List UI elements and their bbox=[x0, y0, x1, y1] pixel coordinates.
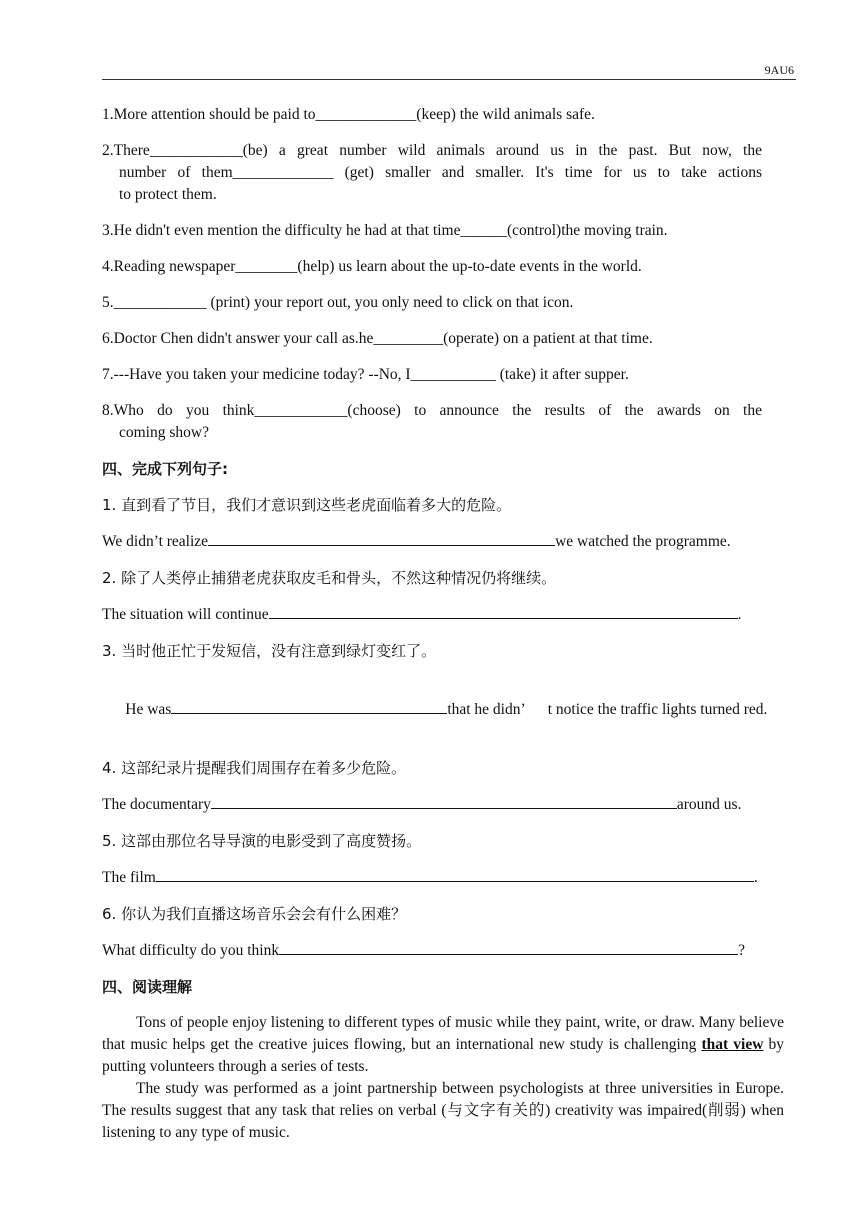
item-line-1 bbox=[102, 140, 762, 162]
reading-paragraph-1 bbox=[102, 1012, 784, 1078]
exercise-item-6 bbox=[102, 328, 762, 350]
translation-answer-line-4 bbox=[102, 793, 762, 816]
translation-prompt-3: 3. 当时他正忙于发短信，没有注意到绿灯变红了。 bbox=[102, 642, 437, 660]
translation-prompt-5: 5. 这部由那位名导导演的电影受到了高度赞扬。 bbox=[102, 832, 422, 850]
answer-blank[interactable]: _____________ bbox=[315, 106, 417, 123]
sentence-end: that he didn’ t notice the traffic lights turned red. bbox=[447, 701, 768, 718]
item-line-3: to protect them. bbox=[119, 186, 217, 203]
section-title-complete-sentences: 四、完成下列句子: bbox=[102, 460, 228, 478]
paragraph-text: by putting volunteers through a series of tests. bbox=[102, 1036, 785, 1075]
translation-answer-line-1 bbox=[102, 530, 762, 553]
translation-prompt-6: 6. 你认为我们直播这场音乐会会有什么困难？ bbox=[102, 905, 407, 923]
translation-answer-line-3 bbox=[102, 676, 768, 743]
answer-blank[interactable] bbox=[279, 939, 738, 955]
header-code: 9AU6 bbox=[764, 63, 794, 77]
reading-passage bbox=[102, 1012, 784, 1144]
item-line-2: coming show? bbox=[119, 424, 209, 441]
item-text: He didn't even mention the difficulty he had at that time______(control)the moving train. bbox=[113, 222, 668, 239]
sentence-end: around us. bbox=[676, 796, 742, 813]
sentence-start: He was bbox=[125, 701, 172, 718]
highlighted-phrase: that view bbox=[701, 1036, 764, 1053]
translation-answer-line-6 bbox=[102, 939, 762, 962]
item-text: (keep) the wild animals safe. bbox=[416, 106, 595, 123]
sentence-end: ? bbox=[738, 942, 745, 959]
worksheet-content bbox=[102, 104, 785, 1144]
sentence-start: What difficulty do you think bbox=[102, 942, 280, 959]
item-text: Doctor Chen didn't answer your call as.he_________(operate) on a patient at that time. bbox=[113, 330, 653, 347]
item-text: More attention should be paid to bbox=[113, 106, 316, 123]
item-number: 1. bbox=[102, 106, 114, 123]
sentence-start: We didn’t realize bbox=[102, 533, 209, 550]
sentence-end: . bbox=[737, 606, 742, 623]
item-line-1 bbox=[102, 400, 762, 422]
item-text: Reading newspaper________(help) us learn about the up-to-date events in the world. bbox=[113, 258, 642, 275]
sentence-end: . bbox=[753, 869, 758, 886]
item-number: 2. bbox=[102, 142, 114, 159]
item-text: There____________(be) a great number wild animals around us in the past. But now, the bbox=[113, 142, 762, 159]
answer-blank[interactable] bbox=[208, 530, 555, 546]
exercise-item-5 bbox=[102, 292, 762, 314]
exercise-item-7 bbox=[102, 364, 762, 386]
header-rule bbox=[102, 79, 796, 80]
translation-prompt-1: 1. 直到看了节目，我们才意识到这些老虎面临着多大的危险。 bbox=[102, 496, 512, 514]
item-number: 8. bbox=[102, 402, 114, 419]
item-number: 7. bbox=[102, 366, 114, 383]
exercise-item-4 bbox=[102, 256, 762, 278]
item-number: 6. bbox=[102, 330, 114, 347]
sentence-start: The situation will continue bbox=[102, 606, 269, 623]
answer-blank[interactable] bbox=[211, 793, 677, 809]
sentence-start: The film bbox=[102, 869, 156, 886]
reading-paragraph-2: The study was performed as a joint partnership between psychologists at three universities in Europe. The results suggest that any task that relies on verbal (与文字有关的) creativity was impaired(削弱) when listening to any type of music. bbox=[102, 1080, 784, 1141]
item-text: Who do you think____________(choose) to announce the results of the awards on the bbox=[113, 402, 762, 419]
sentence-end: we watched the programme. bbox=[555, 533, 731, 550]
item-number: 4. bbox=[102, 258, 114, 275]
exercise-item-8 bbox=[102, 400, 762, 444]
translation-prompt-2: 2. 除了人类停止捕猎老虎获取皮毛和骨头，不然这种情况仍将继续。 bbox=[102, 569, 557, 587]
section-title-reading: 四、阅读理解 bbox=[102, 978, 193, 996]
paragraph-text: Tons of people enjoy listening to different types of music while they paint, write, or draw. Many believe that music helps get the creative juices flowing, but an international new study is challenging bbox=[102, 1014, 784, 1053]
item-text: ____________ (print) your report out, you only need to click on that icon. bbox=[113, 294, 574, 311]
translation-answer-line-2 bbox=[102, 603, 762, 626]
sentence-start: The documentary bbox=[102, 796, 211, 813]
translation-prompt-4: 4. 这部纪录片提醒我们周围存在着多少危险。 bbox=[102, 759, 407, 777]
answer-blank[interactable] bbox=[269, 603, 738, 619]
item-number: 3. bbox=[102, 222, 114, 239]
translation-answer-line-5 bbox=[102, 866, 762, 889]
exercise-item-3 bbox=[102, 220, 762, 242]
item-line-2: number of them_____________ (get) smaller and smaller. It's time for us to take actions bbox=[119, 164, 762, 181]
exercise-item-2 bbox=[102, 140, 762, 206]
item-number: 5. bbox=[102, 294, 114, 311]
exercise-item-1 bbox=[102, 104, 762, 126]
answer-blank[interactable] bbox=[156, 866, 754, 882]
item-text: ---Have you taken your medicine today? --No, I___________ (take) it after supper. bbox=[113, 366, 629, 383]
answer-blank[interactable] bbox=[171, 698, 447, 714]
